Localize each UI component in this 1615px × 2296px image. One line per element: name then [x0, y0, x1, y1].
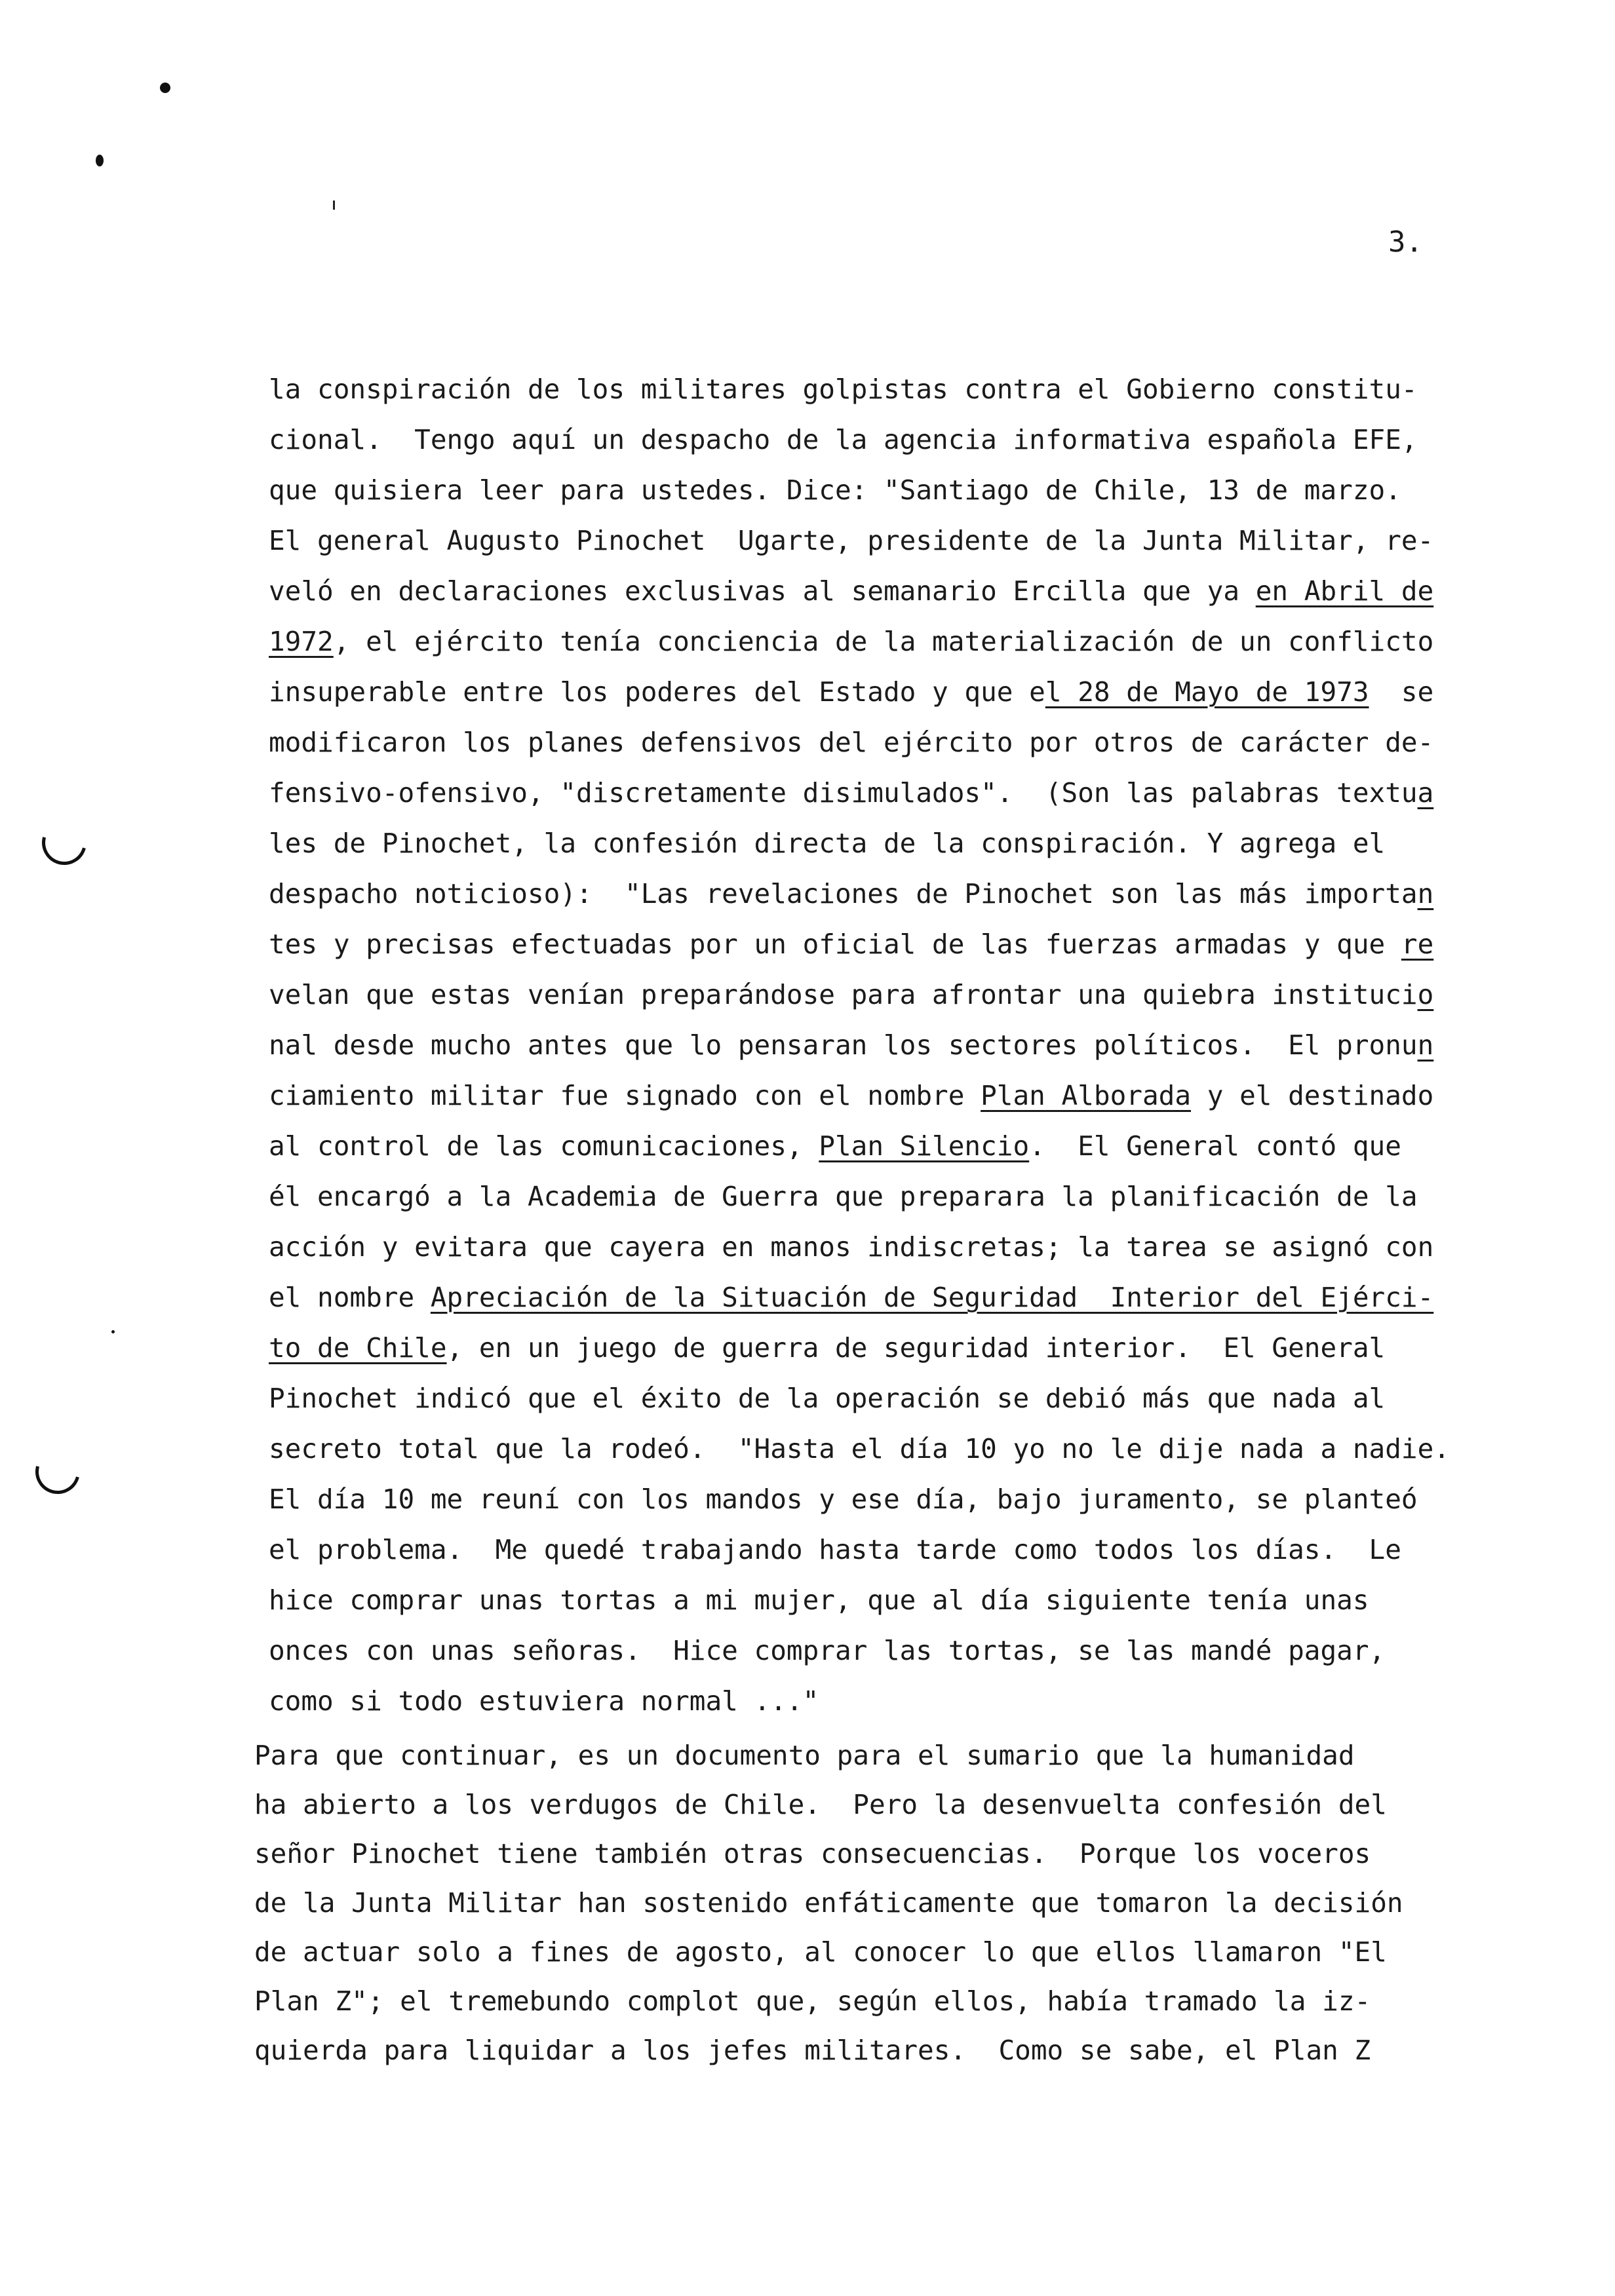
text-line: Pinochet indicó que el éxito de la operación se debió más que nada al [269, 1383, 1386, 1414]
text-line: les de Pinochet, la confesión directa de la conspiración. Y agrega el [269, 828, 1386, 859]
underlined-text: n [1417, 1029, 1434, 1061]
text-line: tes y precisas efectuadas por un oficial de las fuerzas armadas y que [269, 928, 1401, 960]
punch-hole-mark [34, 813, 95, 873]
text-line: y el destinado [1191, 1080, 1434, 1111]
body-paragraph-1 [269, 364, 1475, 1727]
text-line: como si todo estuviera normal ..." [269, 1685, 819, 1717]
text-line: , en un juego de guerra de seguridad interior. El General [446, 1332, 1386, 1364]
text-line: Plan Z"; el tremebundo complot que, según ellos, había tramado la iz- [254, 1985, 1371, 2017]
text-line: el nombre [269, 1282, 431, 1313]
scan-speck [111, 1330, 115, 1333]
underlined-plan-name: Apreciación de la Situación de Seguridad Interior del Ejérci- [430, 1282, 1434, 1313]
text-line: velan que estas venían preparándose para afrontar una quiebra instituci [269, 979, 1418, 1010]
text-line: la conspiración de los militares golpistas contra el Gobierno constitu- [269, 373, 1418, 405]
text-line: nal desde mucho antes que lo pensaran los sectores políticos. El pronu [269, 1029, 1418, 1061]
text-line: onces con unas señoras. Hice comprar las tortas, se las mandé pagar, [269, 1635, 1386, 1666]
text-line: él encargó a la Academia de Guerra que preparara la planificación de la [269, 1181, 1418, 1212]
underlined-plan-name: Plan Silencio [819, 1130, 1030, 1162]
text-line: señor Pinochet tiene también otras consecuencias. Porque los voceros [254, 1838, 1371, 1869]
text-line: . El General contó que [1029, 1130, 1401, 1162]
scan-mark [333, 201, 335, 210]
underlined-text: o [1417, 979, 1434, 1010]
underlined-plan-name: Plan Alborada [981, 1080, 1192, 1111]
text-line: ha abierto a los verdugos de Chile. Pero la desenvuelta confesión del [254, 1789, 1387, 1820]
text-line: quierda para liquidar a los jefes militares. Como se sabe, el Plan Z [254, 2035, 1371, 2066]
underlined-date: en Abril de [1255, 575, 1434, 607]
scan-speck [160, 83, 170, 93]
text-line: al control de las comunicaciones, [269, 1130, 819, 1162]
text-line: que quisiera leer para ustedes. Dice: "Santiago de Chile, 13 de marzo. [269, 474, 1401, 506]
text-line: El general Augusto Pinochet Ugarte, presidente de la Junta Militar, re- [269, 525, 1434, 556]
text-line: de actuar solo a fines de agosto, al conocer lo que ellos llamaron "El [254, 1936, 1387, 1968]
text-line: despacho noticioso): "Las revelaciones de Pinochet son las más importa [269, 878, 1418, 909]
text-line: modificaron los planes defensivos del ejército por otros de carácter de- [269, 727, 1434, 758]
underlined-text: n [1417, 878, 1434, 909]
text-line: Para que continuar, es un documento para el sumario que la humanidad [254, 1740, 1355, 1771]
underlined-date: 1972 [269, 626, 334, 657]
text-line: fensivo-ofensivo, "discretamente disimulados". (Son las palabras textu [269, 777, 1418, 809]
text-line: secreto total que la rodeó. "Hasta el día 10 yo no le dije nada a nadie. [269, 1433, 1450, 1464]
text-line: hice comprar unas tortas a mi mujer, que al día siguiente tenía unas [269, 1584, 1369, 1616]
page-number: 3. [1388, 225, 1423, 259]
text-line: se [1369, 676, 1434, 708]
underlined-text: a [1417, 777, 1434, 809]
punch-hole-mark [28, 1442, 88, 1502]
text-line: de la Junta Militar han sostenido enfáticamente que tomaron la decisión [254, 1887, 1403, 1919]
underlined-date: l 28 de Mayo de 1973 [1045, 676, 1369, 708]
text-line: veló en declaraciones exclusivas al semanario Ercilla que ya [269, 575, 1256, 607]
text-line: el problema. Me quedé trabajando hasta tarde como todos los días. Le [269, 1534, 1401, 1565]
body-paragraph-2 [254, 1731, 1460, 2075]
text-line: insuperable entre los poderes del Estado y que e [269, 676, 1045, 708]
text-line: ciamiento militar fue signado con el nombre [269, 1080, 981, 1111]
scan-speck [96, 155, 104, 166]
text-line: El día 10 me reuní con los mandos y ese día, bajo juramento, se planteó [269, 1483, 1418, 1515]
text-line: , el ejército tenía conciencia de la materialización de un conflicto [333, 626, 1434, 657]
underlined-plan-name: to de Chile [269, 1332, 447, 1364]
text-line: acción y evitara que cayera en manos indiscretas; la tarea se asignó con [269, 1231, 1434, 1263]
underlined-text: re [1401, 928, 1434, 960]
text-line: cional. Tengo aquí un despacho de la agencia informativa española EFE, [269, 424, 1418, 455]
